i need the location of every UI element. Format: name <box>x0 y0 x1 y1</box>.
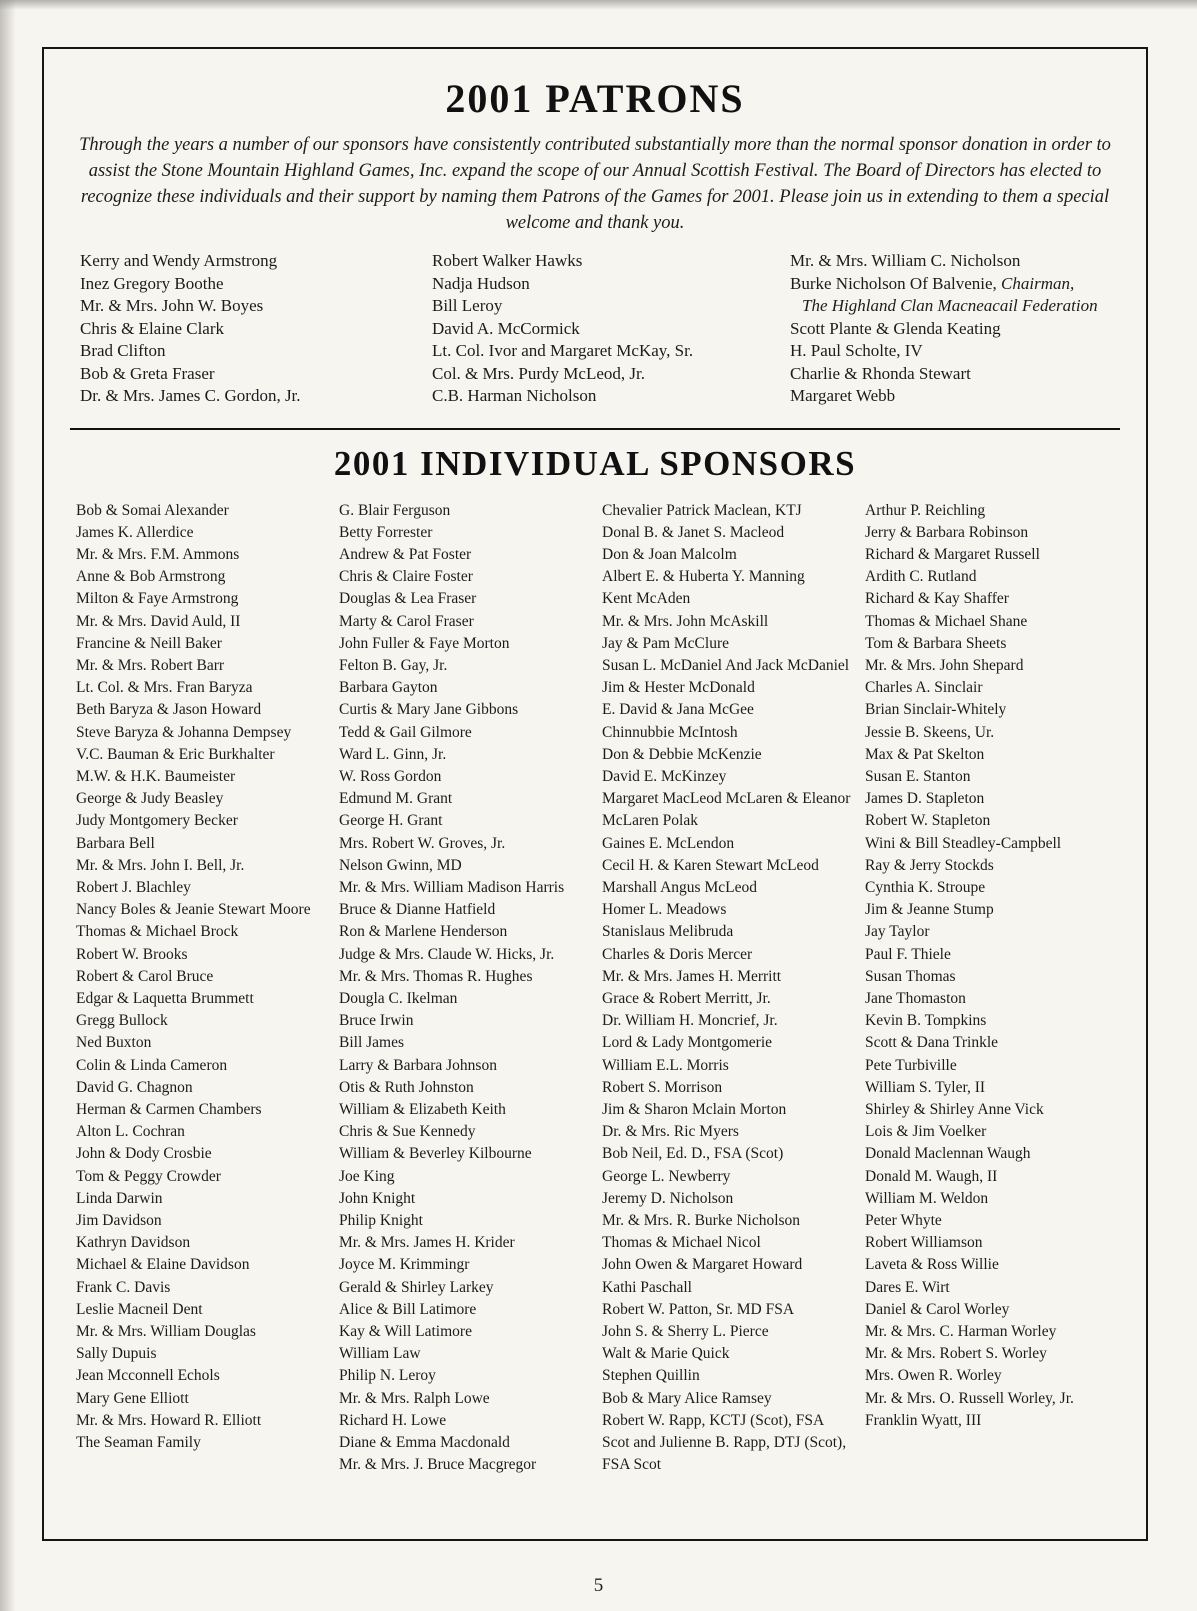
name-entry: Cecil H. & Karen Stewart McLeod <box>602 856 819 874</box>
name-entry: John S. & Sherry L. Pierce <box>602 1323 769 1341</box>
name-entry: Francine & Neill Baker <box>76 634 222 652</box>
name-entry: G. Blair Ferguson <box>339 501 451 519</box>
name-entry: Marshall Angus McLeod <box>602 878 757 896</box>
name-entry: Richard & Margaret Russell <box>865 545 1040 563</box>
name-entry: The Highland Clan Macneacail Federation <box>802 296 1098 315</box>
name-entry: Daniel & Carol Worley <box>865 1300 1010 1318</box>
name-entry: David G. Chagnon <box>76 1078 193 1096</box>
name-entry: Charlie & Rhonda Stewart <box>790 363 971 383</box>
name-entry: Stanislaus Melibruda <box>602 923 734 941</box>
name-entry: Andrew & Pat Foster <box>339 545 472 563</box>
name-entry: C.B. Harman Nicholson <box>432 386 597 405</box>
patrons-title: 2001 PATRONS <box>445 76 745 121</box>
name-entry: Mr. & Mrs. J. Bruce Macgregor <box>339 1456 537 1474</box>
name-entry: Donald M. Waugh, II <box>865 1167 998 1185</box>
name-entry: Jeremy D. Nicholson <box>602 1189 734 1207</box>
name-entry: Robert W. Rapp, KCTJ (Scot), FSA Scot and Julienne B. Rapp, DTJ (Scot), FSA Scot <box>602 1411 847 1474</box>
name-entry: William S. Tyler, II <box>865 1078 986 1096</box>
name-entry: Walt & Marie Quick <box>602 1345 730 1363</box>
name-entry: Betty Forrester <box>339 523 433 541</box>
name-entry: Max & Pat Skelton <box>865 745 985 763</box>
name-entry: Mr. & Mrs. James H. Krider <box>339 1234 515 1252</box>
name-entry: Paul F. Thiele <box>865 945 951 963</box>
name-entry: Shirley & Shirley Anne Vick <box>865 1100 1044 1118</box>
name-entry: Nadja Hudson <box>432 273 530 293</box>
name-entry: James K. Allerdice <box>76 523 194 541</box>
name-entry: Mr. & Mrs. John W. Boyes <box>80 296 264 315</box>
name-entry: Bruce Irwin <box>339 1012 414 1030</box>
name-entry: Mrs. Owen R. Worley <box>865 1367 1002 1385</box>
name-entry: Nelson Gwinn, MD <box>339 856 462 874</box>
name-entry: George H. Grant <box>339 812 443 830</box>
name-entry: Kevin B. Tompkins <box>865 1012 987 1030</box>
name-entry: Stephen Quillin <box>602 1367 700 1385</box>
name-entry: M.W. & H.K. Baumeister <box>76 767 236 785</box>
name-entry: Donald Maclennan Waugh <box>865 1145 1031 1163</box>
name-entry: Bob Neil, Ed. D., FSA (Scot) <box>602 1145 784 1163</box>
name-entry: Homer L. Meadows <box>602 901 727 919</box>
name-entry: Thomas & Michael Brock <box>76 923 239 941</box>
name-entry: Mrs. Robert W. Groves, Jr. <box>339 834 506 852</box>
name-entry: Beth Baryza & Jason Howard <box>76 701 262 719</box>
name-entry: Margaret MacLeod McLaren & Eleanor McLaren Polak <box>602 790 851 830</box>
name-entry: Judge & Mrs. Claude W. Hicks, Jr. <box>339 945 555 963</box>
name-entry: Colin & Linda Cameron <box>76 1056 228 1074</box>
name-entry: Albert E. & Huberta Y. Manning <box>602 568 805 586</box>
name-entry: Nancy Boles & Jeanie Stewart Moore <box>76 901 311 919</box>
name-entry: Scott & Dana Trinkle <box>865 1034 999 1052</box>
sponsors-column-1 <box>76 500 325 1477</box>
name-entry: Lt. Col. Ivor and Margaret McKay, Sr. <box>432 341 694 360</box>
content-frame <box>42 47 1148 1541</box>
name-entry: Alton L. Cochran <box>76 1123 185 1141</box>
name-entry: E. David & Jana McGee <box>602 701 754 719</box>
name-entry: Mr. & Mrs. Thomas R. Hughes <box>339 967 533 985</box>
name-entry: Brian Sinclair-Whitely <box>865 701 1007 719</box>
name-entry: Bill Leroy <box>432 296 503 315</box>
name-entry: Mr. & Mrs. O. Russell Worley, Jr. <box>865 1389 1074 1407</box>
name-entry: Jim & Jeanne Stump <box>865 901 994 919</box>
name-entry: Ardith C. Rutland <box>865 568 977 586</box>
name-entry: Arthur P. Reichling <box>865 501 986 519</box>
sponsors-name-columns <box>76 500 1114 1477</box>
name-entry: Inez Gregory Boothe <box>80 273 224 293</box>
name-entry: Robert W. Brooks <box>76 945 188 963</box>
name-entry: Kathryn Davidson <box>76 1234 191 1252</box>
name-entry: Mr. & Mrs. James H. Merritt <box>602 967 782 985</box>
name-entry: Diane & Emma Macdonald <box>339 1434 510 1452</box>
name-entry: Linda Darwin <box>76 1189 163 1207</box>
name-entry: Peter Whyte <box>865 1212 942 1229</box>
name-entry: Laveta & Ross Willie <box>865 1256 999 1274</box>
name-entry: Chris & Elaine Clark <box>80 318 225 338</box>
name-entry: Chinnubbie McIntosh <box>602 723 738 741</box>
name-entry: Robert & Carol Bruce <box>76 967 214 985</box>
name-entry: Kerry and Wendy Armstrong <box>80 251 278 270</box>
name-entry: Richard H. Lowe <box>339 1411 447 1429</box>
sponsors-column-3 <box>602 500 851 1477</box>
name-entry: Susan L. McDaniel And Jack McDaniel <box>602 656 850 674</box>
name-entry: Jean Mcconnell Echols <box>76 1367 220 1385</box>
name-entry: Curtis & Mary Jane Gibbons <box>339 701 519 719</box>
name-entry: Edmund M. Grant <box>339 790 453 808</box>
name-entry: David A. McCormick <box>432 318 580 338</box>
name-entry: Chris & Sue Kennedy <box>339 1123 476 1141</box>
name-entry: Tom & Peggy Crowder <box>76 1167 221 1185</box>
name-entry: Franklin Wyatt, III <box>865 1411 982 1429</box>
name-entry: Mr. & Mrs. John Shepard <box>865 656 1024 674</box>
name-entry: Gerald & Shirley Larkey <box>339 1278 494 1296</box>
name-entry: Lt. Col. & Mrs. Fran Baryza <box>76 679 253 697</box>
name-entry: Philip N. Leroy <box>339 1367 436 1385</box>
name-entry: Jay & Pam McClure <box>602 634 729 652</box>
name-entry: Scott Plante & Glenda Keating <box>790 318 1001 338</box>
name-entry: Mary Gene Elliott <box>76 1389 189 1407</box>
name-entry: Leslie Macneil Dent <box>76 1300 203 1318</box>
name-entry: Alice & Bill Latimore <box>339 1300 477 1318</box>
name-entry: William E.L. Morris <box>602 1056 729 1074</box>
page-number: 5 <box>593 1575 604 1596</box>
name-entry: George L. Newberry <box>602 1167 731 1185</box>
name-entry: Mr. & Mrs. William Douglas <box>76 1323 256 1341</box>
name-entry: Bruce & Dianne Hatfield <box>339 901 496 919</box>
name-entry: William Law <box>339 1345 421 1363</box>
name-entry: Bill James <box>339 1034 405 1052</box>
name-entry: Mr. & Mrs. David Auld, II <box>76 612 241 630</box>
name-entry: Ray & Jerry Stockds <box>865 856 994 874</box>
name-entry: Robert J. Blachley <box>76 878 191 896</box>
name-entry: Barbara Bell <box>76 834 155 852</box>
name-entry: H. Paul Scholte, IV <box>790 341 923 360</box>
name-entry: Edgar & Laquetta Brummett <box>76 989 254 1007</box>
name-entry: Dougla C. Ikelman <box>339 989 458 1007</box>
name-entry: Lois & Jim Voelker <box>865 1123 987 1141</box>
name-entry: Gregg Bullock <box>76 1012 168 1030</box>
patrons-column-1 <box>80 250 432 408</box>
name-entry: William M. Weldon <box>865 1189 989 1207</box>
name-entry: Jay Taylor <box>865 923 930 941</box>
name-entry: Douglas & Lea Fraser <box>339 590 477 608</box>
name-entry: John & Dody Crosbie <box>76 1145 212 1163</box>
name-entry: Jessie B. Skeens, Ur. <box>865 723 995 741</box>
name-entry: Mr. & Mrs. Howard R. Elliott <box>76 1411 262 1429</box>
name-entry: Mr. & Mrs. C. Harman Worley <box>865 1323 1057 1341</box>
name-entry: Mr. & Mrs. R. Burke Nicholson <box>602 1212 801 1229</box>
name-entry: Mr. & Mrs. F.M. Ammons <box>76 545 240 563</box>
name-entry: Joe King <box>339 1167 395 1185</box>
name-entry: V.C. Bauman & Eric Burkhalter <box>76 745 275 763</box>
patrons-column-3 <box>790 250 1114 408</box>
sponsors-column-4 <box>865 500 1114 1477</box>
name-entry: Kent McAden <box>602 590 691 608</box>
name-entry: Marty & Carol Fraser <box>339 612 474 630</box>
name-entry: Robert W. Patton, Sr. MD FSA <box>602 1300 795 1318</box>
name-entry: Philip Knight <box>339 1212 423 1229</box>
name-entry: Felton B. Gay, Jr. <box>339 656 448 674</box>
name-entry: Dr. & Mrs. Ric Myers <box>602 1123 739 1141</box>
patrons-column-2 <box>432 250 790 408</box>
name-entry: John Knight <box>339 1189 416 1207</box>
name-entry: John Fuller & Faye Morton <box>339 634 510 652</box>
name-entry: Joyce M. Krimmingr <box>339 1256 470 1274</box>
name-entry: Chevalier Patrick Maclean, KTJ <box>602 501 802 519</box>
name-entry: W. Ross Gordon <box>339 767 442 785</box>
name-entry: Robert W. Stapleton <box>865 812 991 830</box>
name-entry: William & Beverley Kilbourne <box>339 1145 532 1163</box>
name-entry: Grace & Robert Merritt, Jr. <box>602 989 771 1007</box>
name-entry: Thomas & Michael Shane <box>865 612 1028 630</box>
name-entry: Jim Davidson <box>76 1212 162 1229</box>
name-entry: Jerry & Barbara Robinson <box>865 523 1029 541</box>
name-entry: Lord & Lady Montgomerie <box>602 1034 773 1052</box>
name-entry: Charles A. Sinclair <box>865 679 983 697</box>
name-entry: Susan E. Stanton <box>865 767 971 785</box>
name-entry: Mr. & Mrs. Robert S. Worley <box>865 1345 1047 1363</box>
name-entry: Sally Dupuis <box>76 1345 157 1363</box>
patrons-intro-paragraph: Through the years a number of our sponsors have consistently contributed substantially more than the normal sponsor donation in order to assist the Stone Mountain Highland Games, Inc. expand the scope of our Annual Scottish Festival. The Board of Directors has elected to recognize these individuals and their support by naming them Patrons of the Games for 2001. Please join us in extending to them a special welcome and thank you. <box>79 135 1111 233</box>
name-entry: Ward L. Ginn, Jr. <box>339 745 447 763</box>
name-entry: Tedd & Gail Gilmore <box>339 723 472 741</box>
name-entry: Mr. & Mrs. Robert Barr <box>76 656 225 674</box>
name-entry: Frank C. Davis <box>76 1278 171 1296</box>
name-entry: Anne & Bob Armstrong <box>76 568 226 586</box>
name-entry: Mr. & Mrs. Ralph Lowe <box>339 1389 490 1407</box>
name-entry: Margaret Webb <box>790 386 896 405</box>
name-entry: Robert S. Morrison <box>602 1078 723 1096</box>
name-entry: Bob & Greta Fraser <box>80 363 215 383</box>
name-entry: Dr. William H. Moncrief, Jr. <box>602 1012 778 1030</box>
name-entry: Bob & Mary Alice Ramsey <box>602 1389 772 1407</box>
name-entry: Thomas & Michael Nicol <box>602 1234 761 1252</box>
sponsors-title: 2001 INDIVIDUAL SPONSORS <box>333 443 857 483</box>
name-entry: Wini & Bill Steadley-Campbell <box>865 834 1062 852</box>
name-entry: Kay & Will Latimore <box>339 1323 472 1341</box>
name-entry: Pete Turbiville <box>865 1056 957 1074</box>
name-entry: Judy Montgomery Becker <box>76 812 238 830</box>
name-entry: Barbara Gayton <box>339 679 438 697</box>
name-entry: Jim & Sharon Mclain Morton <box>602 1100 787 1118</box>
name-entry: Kathi Paschall <box>602 1278 692 1296</box>
name-entry: Steve Baryza & Johanna Dempsey <box>76 723 292 741</box>
name-entry: Don & Debbie McKenzie <box>602 745 762 763</box>
name-entry: Otis & Ruth Johnston <box>339 1078 474 1096</box>
name-entry: Robert Williamson <box>865 1234 983 1252</box>
name-entry: Dr. & Mrs. James C. Gordon, Jr. <box>80 386 301 405</box>
name-entry: Charles & Doris Mercer <box>602 945 753 963</box>
sponsors-column-2 <box>339 500 588 1477</box>
name-entry: Donal B. & Janet S. Macleod <box>602 523 785 541</box>
name-entry: Susan Thomas <box>865 967 956 985</box>
name-entry: Burke Nicholson Of Balvenie, Chairman, <box>790 273 1075 293</box>
section-divider-rule <box>70 428 1120 430</box>
name-entry: Tom & Barbara Sheets <box>865 634 1007 652</box>
name-entry: Michael & Elaine Davidson <box>76 1256 250 1274</box>
name-entry: Mr. & Mrs. William C. Nicholson <box>790 251 1021 270</box>
name-entry: Robert Walker Hawks <box>432 251 583 270</box>
name-entry: Brad Clifton <box>80 341 166 360</box>
name-entry: Herman & Carmen Chambers <box>76 1100 262 1118</box>
name-entry: Dares E. Wirt <box>865 1278 950 1296</box>
name-entry: Ron & Marlene Henderson <box>339 923 508 941</box>
name-entry: Don & Joan Malcolm <box>602 545 737 563</box>
name-entry: David E. McKinzey <box>602 767 727 785</box>
name-entry: John Owen & Margaret Howard <box>602 1256 803 1274</box>
name-entry: Jim & Hester McDonald <box>602 679 755 697</box>
name-entry: Bob & Somai Alexander <box>76 501 229 519</box>
name-entry: The Seaman Family <box>76 1434 201 1452</box>
name-entry: Mr. & Mrs. John McAskill <box>602 612 769 630</box>
name-entry: Milton & Faye Armstrong <box>76 590 239 608</box>
name-entry: Mr. & Mrs. William Madison Harris <box>339 878 565 896</box>
name-entry: Larry & Barbara Johnson <box>339 1056 497 1074</box>
name-entry: Chris & Claire Foster <box>339 568 473 586</box>
patrons-name-columns <box>80 250 1114 408</box>
name-entry: Col. & Mrs. Purdy McLeod, Jr. <box>432 363 645 383</box>
name-entry: William & Elizabeth Keith <box>339 1100 506 1118</box>
name-entry: Ned Buxton <box>76 1034 152 1052</box>
name-entry: George & Judy Beasley <box>76 790 224 808</box>
name-entry: James D. Stapleton <box>865 790 985 808</box>
name-entry: Gaines E. McLendon <box>602 834 735 852</box>
name-entry: Jane Thomaston <box>865 989 966 1007</box>
name-entry: Richard & Kay Shaffer <box>865 590 1009 608</box>
name-entry: Cynthia K. Stroupe <box>865 878 986 896</box>
name-entry: Mr. & Mrs. John I. Bell, Jr. <box>76 856 245 874</box>
